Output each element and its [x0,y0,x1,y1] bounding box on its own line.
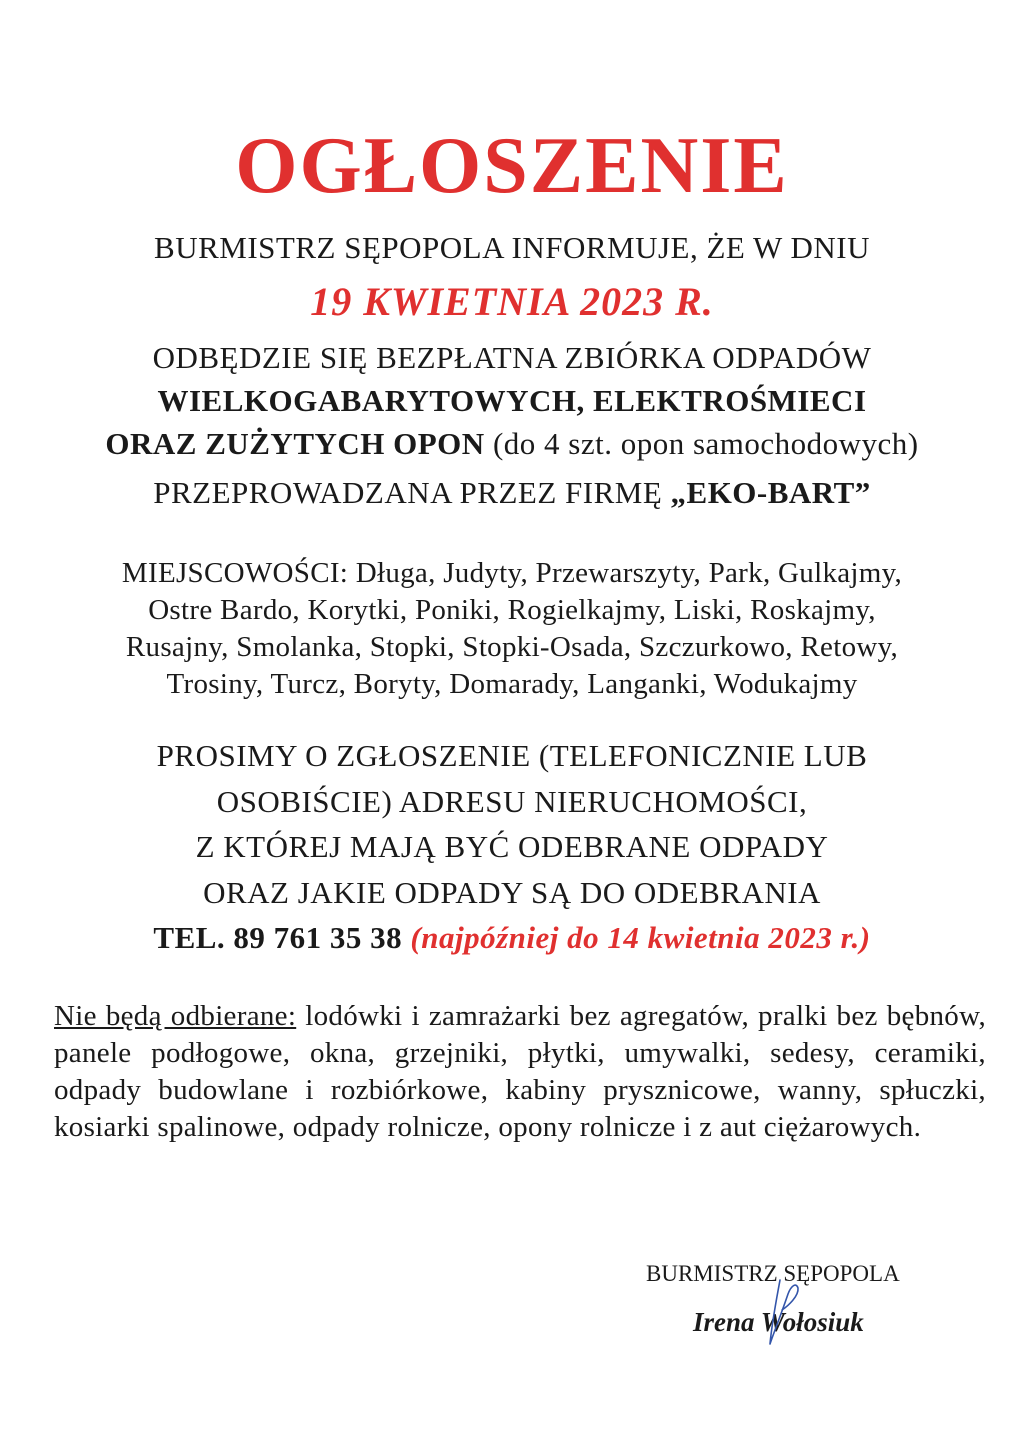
request-line-2: OSOBIŚCIE) ADRESU NIERUCHOMOŚCI, [216,783,808,819]
places-list [60,555,964,703]
request-line-3: Z KTÓREJ MAJĄ BYĆ ODEBRANE ODPADY [195,829,829,864]
excluded-text: lodówki i zamrażarki bez agregatów, pralki bez bębnów, panele podłogowe, okna, grzejniki, płytki, umywalki, sedesy, ceramiki, odpady budowlane i rozbiórkowe, kabiny prysznicowe, wanny, spłuczki, kosiarki spalinowe, odpady rolnicze, opony rolnicze i z aut ciężarowych. [54,1000,987,1143]
tyres-limit: (do 4 szt. opon samochodowych) [484,426,919,461]
contact-line [0,915,1024,961]
intro-line: BURMISTRZ SĘPOPOLA INFORMUJE, ŻE W DNIU [154,230,870,265]
collection-line-3 [0,424,1024,464]
event-date: 19 KWIETNIA 2023 R. [310,279,714,324]
request-line-1: PROSIMY O ZGŁOSZENIE (TELEFONICZNIE LUB [156,738,868,773]
excluded-label: Nie będą odbierane: [54,1000,297,1032]
phone-number: TEL. 89 761 35 38 [153,920,403,955]
places-line-1: MIEJSCOWOŚCI: Długa, Judyty, Przewarszyty, Park, Gulkajmy, [121,557,903,589]
collection-line-1: ODBĘDZIE SIĘ BEZPŁATNA ZBIÓRKA ODPADÓW [152,340,872,375]
request-block [0,733,1024,961]
company-prefix: PRZEPROWADZANA PRZEZ FIRMĘ [153,475,671,510]
tyres-label: ORAZ ZUŻYTYCH OPON [105,426,485,461]
places-line-2: Ostre Bardo, Korytki, Poniki, Rogielkajmy, Liski, Roskajmy, [148,594,876,626]
places-line-4: Trosiny, Turcz, Boryty, Domarady, Langanki, Wodukajmy [166,668,858,700]
excluded-items [54,998,986,1146]
company-name: „EKO-BART” [670,475,871,510]
places-line-3: Rusajny, Smolanka, Stopki, Stopki-Osada, Szczurkowo, Retowy, [125,631,899,663]
handwritten-signature [758,1272,808,1362]
page-title: OGŁOSZENIE [235,122,789,210]
signature-role: BURMISTRZ SĘPOPOLA [646,1261,900,1286]
request-line-4: ORAZ JAKIE ODPADY SĄ DO ODEBRANIA [203,874,821,910]
collection-line-2: WIELKOGABARYTOWYCH, ELEKTROŚMIECI [157,383,867,418]
signature-name: Irena Wołosiuk [693,1307,864,1337]
deadline-note: (najpóźniej do 14 kwietnia 2023 r.) [402,920,871,955]
places-label: MIEJSCOWOŚCI: [121,557,349,589]
collection-line-4 [0,473,1024,513]
